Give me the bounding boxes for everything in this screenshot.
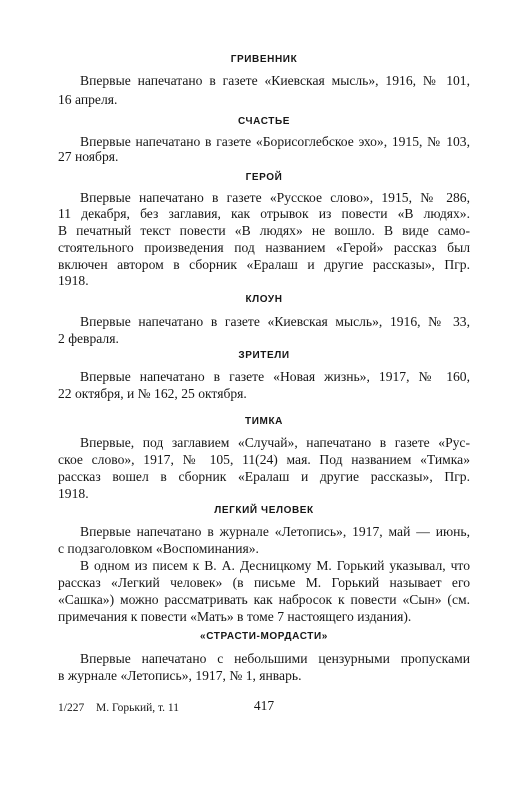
text-line: 22 октября, и № 162, 25 октября.	[58, 386, 247, 401]
text-line: включен автором в сборник «Ералаш и другие рассказы», Пгр.	[58, 257, 470, 272]
text-line: стоятельного произведения под названием «Герой» рассказ был	[58, 240, 470, 255]
text-line: Впервые, под заглавием «Случай», напечатано в газете «Рус-	[80, 435, 470, 450]
section-heading: ЗРИТЕЛИ	[238, 350, 290, 361]
text-line: 1918.	[58, 486, 89, 501]
text-line: 2 февраля.	[58, 331, 119, 346]
text-line: В печатный текст повести «В людях» не вошло. В виде само-	[58, 223, 470, 238]
section-heading: ГЕРОЙ	[245, 172, 283, 183]
section-heading: КЛОУН	[245, 294, 283, 305]
text-line: в журнале «Летопись», 1917, № 1, январь.	[58, 668, 302, 683]
text-line: 1918.	[58, 273, 89, 288]
text-line: Впервые напечатано в газете «Киевская мысль», 1916, № 33,	[80, 314, 470, 329]
text-line: с подзаголовком «Воспоминания».	[58, 541, 259, 556]
text-line: Впервые напечатано в газете «Борисоглебское эхо», 1915, № 103,	[80, 134, 470, 149]
text-line: «Сашка») можно рассматривать как набросок к повести «Сын» (см.	[58, 592, 470, 607]
section-heading: ГРИВЕННИК	[230, 54, 298, 65]
text-line: Впервые напечатано в журнале «Летопись», 1917, май — июнь,	[80, 524, 470, 539]
text-line: Впервые напечатано в газете «Русское слово», 1915, № 286,	[80, 190, 470, 205]
page-number: 417	[253, 698, 275, 713]
text-line: Впервые напечатано в газете «Новая жизнь», 1917, № 160,	[80, 369, 470, 384]
text-line: 16 апреля.	[58, 92, 118, 107]
section-heading: «СТРАСТИ-МОРДАСТИ»	[200, 631, 328, 642]
text-line: рассказ вошел в сборник «Ералаш и другие рассказы», Пгр.	[58, 469, 470, 484]
text-line: В одном из писем к В. А. Десницкому М. Горький указывал, что	[80, 558, 470, 573]
text-line: 11 декабря, без заглавия, как отрывок из повести «В людях».	[58, 206, 470, 221]
text-line: ское слово», 1917, № 105, 11(24) мая. Под названием «Тимка»	[58, 452, 470, 467]
text-line: рассказ «Легкий человек» (в письме М. Горький называет его	[58, 575, 470, 590]
section-heading: ЛЕГКИЙ ЧЕЛОВЕК	[214, 505, 314, 516]
text-line: 27 ноября.	[58, 149, 119, 164]
text-line: Впервые напечатано в газете «Киевская мысль», 1916, № 101,	[80, 73, 470, 88]
book-reference: М. Горький, т. 11	[96, 702, 179, 714]
section-heading: СЧАСТЬЕ	[237, 116, 291, 127]
text-line: Впервые напечатано с небольшими цензурными пропусками	[80, 651, 470, 666]
text-line: примечания к повести «Мать» в томе 7 настоящего издания).	[58, 609, 412, 624]
printer-signature: 1/227	[58, 702, 85, 714]
section-heading: ТИМКА	[245, 416, 283, 427]
